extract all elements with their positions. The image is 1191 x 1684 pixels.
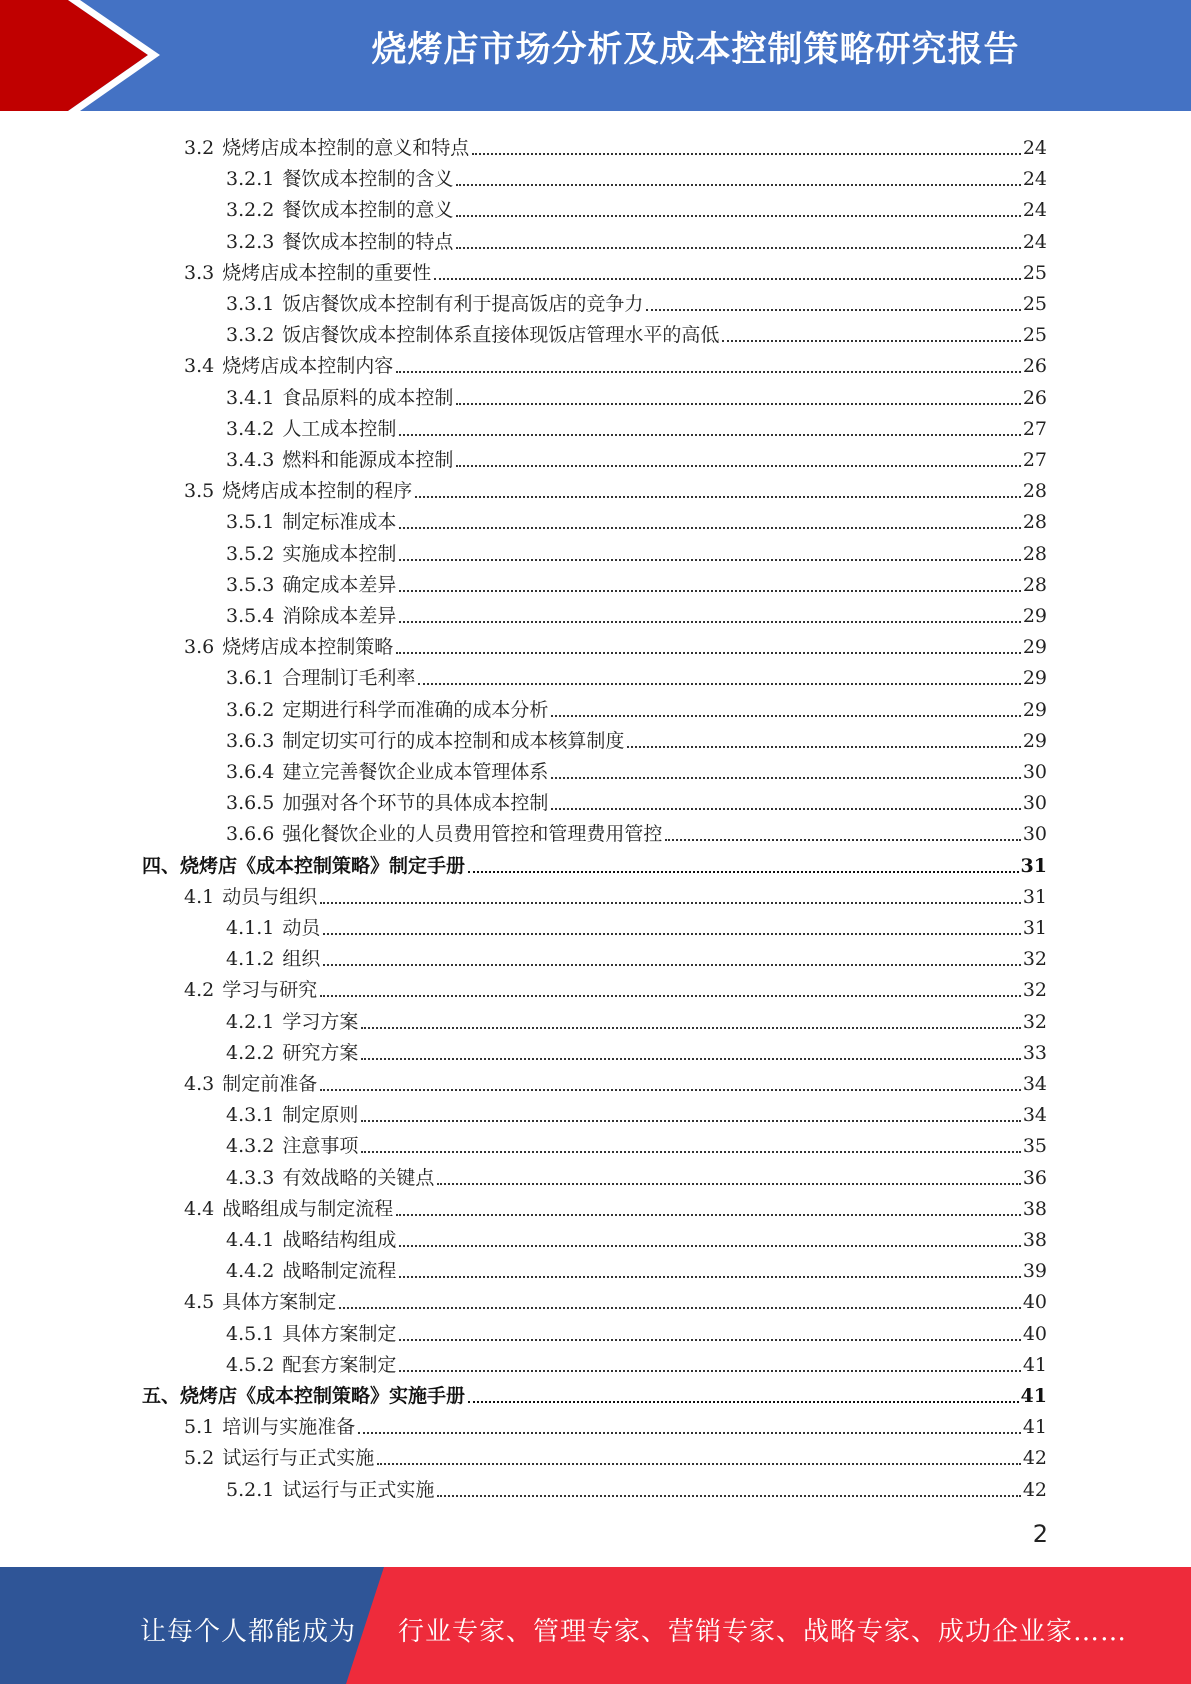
toc-entry[interactable] [226,783,1047,814]
toc-leader-dots [399,558,1020,561]
toc-leader-dots [456,464,1020,467]
toc-leader-dots [437,1182,1020,1185]
toc-leader-dots [399,1338,1020,1341]
toc-entry[interactable] [184,627,1047,658]
toc-entry[interactable] [226,222,1047,253]
toc-entry[interactable] [226,502,1047,533]
toc-leader-dots [627,745,1020,748]
toc-entry-number: 4.1.2 [226,948,275,971]
toc-entry[interactable] [226,814,1047,845]
chevron-arrow-icon [0,0,160,111]
toc-entry-title: 合理制订毛利率 [282,667,416,690]
toc-entry-number: 5.1 [184,1416,215,1439]
toc-entry-page: 28 [1022,511,1047,534]
toc-entry-title: 注意事项 [282,1135,359,1158]
toc-entry[interactable] [226,1314,1047,1345]
toc-entry[interactable] [226,690,1047,721]
toc-leader-dots [415,495,1021,498]
toc-entry-page: 27 [1022,449,1047,471]
toc-entry-title: 烧烤店成本控制的意义和特点 [222,137,470,159]
toc-entry-page: 25 [1022,261,1047,284]
toc-entry-title: 餐饮成本控制的意义 [282,199,454,222]
toc-entry-number: 4.4.2 [226,1260,275,1283]
toc-entry-page: 42 [1022,1478,1047,1501]
toc-entry-title: 四、烧烤店《成本控制策略》制定手册 [142,854,466,877]
toc-entry[interactable] [226,409,1047,440]
toc-leader-dots [361,1150,1020,1153]
toc-entry-title: 确定成本差异 [282,573,397,596]
toc-entry-number: 4.2.1 [226,1010,275,1033]
toc-entry-number: 3.2.2 [226,199,275,222]
toc-entry-page: 31 [1020,854,1047,877]
toc-entry-number: 3.2.1 [226,168,275,191]
toc-entry-page: 32 [1022,948,1047,971]
toc-entry-page: 29 [1022,636,1047,659]
toc-entry-page: 41 [1022,1353,1047,1376]
toc-entry-title: 培训与实施准备 [222,1416,356,1439]
toc-entry-number: 4.1 [184,885,215,908]
toc-entry[interactable] [226,939,1047,970]
footer-banner [0,1567,1191,1684]
toc-entry-page: 25 [1022,324,1047,347]
toc-entry-title: 定期进行科学而准确的成本分析 [282,698,549,721]
toc-leader-dots [399,589,1020,592]
toc-entry-page: 28 [1022,480,1047,503]
toc-entry-page: 40 [1022,1322,1047,1345]
toc-entry-title: 战略组成与制定流程 [222,1197,394,1220]
toc-entry-number: 3.6.6 [226,823,275,846]
toc-entry-title: 建立完善餐饮企业成本管理体系 [282,761,549,783]
toc-leader-dots [551,776,1020,779]
toc-entry[interactable] [226,1220,1047,1251]
toc-leader-dots [418,682,1020,685]
toc-entry[interactable] [184,471,1047,502]
toc-entry-page: 34 [1022,1073,1047,1095]
toc-leader-dots [399,526,1020,529]
toc-leader-dots [468,870,1019,873]
toc-leader-dots [361,1057,1020,1060]
toc-entry-number: 3.6 [184,636,215,659]
toc-entry[interactable] [226,378,1047,409]
toc-entry-number: 3.5 [184,480,215,503]
toc-entry[interactable] [142,1376,1047,1407]
toc-leader-dots [399,620,1020,623]
toc-entry-number: 3.5.2 [226,542,275,565]
toc-leader-dots [320,994,1021,997]
toc-entry[interactable] [226,284,1047,315]
toc-entry-number: 3.4 [184,355,215,378]
toc-entry-page: 29 [1022,698,1047,721]
report-title: 烧烤店市场分析及成本控制策略研究报告 [371,30,1020,70]
toc-entry-page: 36 [1022,1166,1047,1189]
toc-leader-dots [722,339,1020,342]
toc-entry-number: 4.3.2 [226,1135,275,1158]
toc-entry-title: 制定标准成本 [282,511,397,534]
toc-entry-page: 26 [1022,355,1047,378]
toc-entry[interactable] [226,1095,1047,1126]
toc-entry-title: 有效战略的关键点 [282,1166,435,1189]
toc-entry[interactable] [226,315,1047,346]
toc-entry[interactable] [226,565,1047,596]
toc-entry[interactable] [226,534,1047,565]
toc-entry-title: 具体方案制定 [282,1322,397,1345]
toc-entry-title: 试运行与正式实施 [222,1447,375,1470]
toc-entry-title: 学习与研究 [222,979,318,1002]
toc-entry-title: 战略制定流程 [282,1260,397,1283]
toc-entry-page: 24 [1022,230,1047,253]
toc-entry-number: 3.2.3 [226,230,275,253]
toc-leader-dots [323,932,1020,935]
header-banner [0,0,1191,111]
toc-leader-dots [399,1244,1020,1247]
toc-entry-number: 3.5.3 [226,573,275,596]
toc-entry-page: 33 [1022,1041,1047,1064]
toc-entry-page: 35 [1022,1135,1047,1158]
toc-entry-page: 38 [1022,1197,1047,1220]
toc-entry-title: 制定前准备 [222,1073,318,1095]
toc-entry-number: 3.6.4 [226,761,275,783]
toc-entry-page: 32 [1022,979,1047,1002]
toc-entry-page: 41 [1022,1416,1047,1439]
toc-leader-dots [320,1088,1021,1091]
toc-leader-dots [361,1119,1020,1122]
toc-entry-page: 32 [1022,1010,1047,1033]
toc-entry-page: 24 [1022,137,1047,159]
toc-entry-page: 31 [1022,885,1047,908]
toc-entry-title: 实施成本控制 [282,542,397,565]
toc-entry-title: 学习方案 [282,1010,359,1033]
toc-entry-title: 烧烤店成本控制内容 [222,355,394,378]
toc-leader-dots [377,1462,1021,1465]
toc-entry-page: 31 [1022,917,1047,939]
toc-entry-title: 人工成本控制 [282,417,397,440]
toc-entry-number: 3.3.1 [226,293,275,315]
toc-entry[interactable] [226,190,1047,221]
toc-entry-page: 38 [1022,1229,1047,1251]
toc-entry-page: 30 [1022,792,1047,815]
toc-entry[interactable] [226,1002,1047,1033]
toc-entry-page: 29 [1022,605,1047,627]
toc-entry[interactable] [184,1064,1047,1095]
toc-leader-dots [396,370,1021,373]
toc-entry[interactable] [226,596,1047,627]
toc-entry-number: 3.3.2 [226,324,275,347]
toc-entry-page: 30 [1022,761,1047,783]
toc-entry-page: 28 [1022,542,1047,565]
toc-entry-number: 3.6.3 [226,729,275,752]
toc-entry[interactable] [184,253,1047,284]
toc-leader-dots [456,214,1020,217]
toc-entry-number: 4.2.2 [226,1041,275,1064]
toc-entry[interactable] [184,128,1047,159]
toc-entry-number: 4.1.1 [226,917,275,939]
toc-entry-number: 3.2 [184,137,215,159]
toc-entry-number: 3.4.1 [226,386,275,409]
toc-entry-title: 食品原料的成本控制 [282,386,454,409]
page-number: 2 [1032,1520,1048,1548]
toc-entry[interactable] [184,970,1047,1001]
toc-entry-number: 3.6.1 [226,667,275,690]
toc-entry-page: 41 [1020,1385,1047,1407]
toc-entry[interactable] [142,846,1047,877]
footer-slogan-left: 让每个人都能成为 [140,1617,357,1647]
toc-leader-dots [551,807,1020,810]
toc-leader-dots [399,1275,1020,1278]
toc-entry-number: 3.3 [184,261,215,284]
toc-entry-title: 饭店餐饮成本控制有利于提高饭店的竞争力 [282,293,644,315]
toc-entry[interactable] [184,877,1047,908]
toc-entry-title: 烧烤店成本控制的程序 [222,480,413,503]
toc-entry-number: 4.5 [184,1291,215,1314]
toc-entry-page: 24 [1022,199,1047,222]
toc-entry-page: 34 [1022,1104,1047,1127]
toc-leader-dots [323,963,1020,966]
toc-entry-title: 加强对各个环节的具体成本控制 [282,792,549,815]
toc-leader-dots [339,1306,1021,1309]
toc-leader-dots [468,1400,1019,1403]
toc-entry[interactable] [184,1407,1047,1438]
toc-entry-number: 3.5.4 [226,605,275,627]
toc-entry-title: 烧烤店成本控制策略 [222,636,394,659]
toc-entry-number: 4.5.2 [226,1353,275,1376]
toc-entry-title: 餐饮成本控制的特点 [282,230,454,253]
toc-entry-title: 强化餐饮企业的人员费用管控和管理费用管控 [282,823,663,846]
toc-entry[interactable] [184,1189,1047,1220]
toc-entry-title: 动员与组织 [222,885,318,908]
toc-leader-dots [396,1213,1021,1216]
toc-entry[interactable] [226,908,1047,939]
toc-entry-page: 25 [1022,293,1047,315]
toc-entry-number: 3.6.5 [226,792,275,815]
toc-entry-number: 5.2.1 [226,1478,275,1501]
toc-leader-dots [358,1431,1021,1434]
toc-entry-page: 29 [1022,729,1047,752]
toc-entry-page: 27 [1022,417,1047,440]
toc-entry-page: 40 [1022,1291,1047,1314]
toc-entry-page: 26 [1022,386,1047,409]
toc-entry[interactable] [226,440,1047,471]
toc-leader-dots [399,1369,1020,1372]
toc-entry-title: 烧烤店成本控制的重要性 [222,261,432,284]
toc-entry-page: 42 [1022,1447,1047,1470]
toc-leader-dots [456,183,1020,186]
toc-entry[interactable] [226,1126,1047,1157]
toc-entry-number: 5.2 [184,1447,215,1470]
toc-entry[interactable] [226,658,1047,689]
toc-entry-title: 制定原则 [282,1104,359,1127]
toc-entry-title: 试运行与正式实施 [282,1478,435,1501]
toc-entry[interactable] [226,1158,1047,1189]
toc-entry-number: 4.3.3 [226,1166,275,1189]
toc-entry-number: 3.6.2 [226,698,275,721]
toc-leader-dots [472,152,1021,155]
toc-entry-title: 饭店餐饮成本控制体系直接体现饭店管理水平的高低 [282,324,720,347]
toc-entry-title: 组织 [282,948,321,971]
toc-leader-dots [437,1494,1020,1497]
toc-entry[interactable] [226,159,1047,190]
toc-entry-page: 24 [1022,168,1047,191]
toc-leader-dots [320,901,1021,904]
toc-entry-title: 具体方案制定 [222,1291,337,1314]
toc-entry[interactable] [226,1470,1047,1501]
toc-entry-number: 4.3.1 [226,1104,275,1127]
toc-entry[interactable] [226,1251,1047,1282]
toc-leader-dots [396,651,1021,654]
toc-leader-dots [551,714,1020,717]
toc-entry-title: 动员 [282,917,321,939]
toc-entry[interactable] [184,1282,1047,1313]
toc-entry-page: 28 [1022,573,1047,596]
toc-entry-number: 4.5.1 [226,1322,275,1345]
toc-leader-dots [646,308,1020,311]
toc-entry-title: 战略结构组成 [282,1229,397,1251]
toc-leader-dots [434,277,1021,280]
toc-entry-number: 4.4 [184,1197,215,1220]
toc-entry-number: 3.4.2 [226,417,275,440]
footer-slogan-right: 行业专家、管理专家、营销专家、战略专家、成功企业家…… [398,1617,1128,1647]
toc-entry-title: 配套方案制定 [282,1353,397,1376]
toc-entry-title: 燃料和能源成本控制 [282,449,454,471]
toc-entry-title: 研究方案 [282,1041,359,1064]
toc-entry-number: 4.2 [184,979,215,1002]
toc-entry[interactable] [226,1345,1047,1376]
toc-entry-title: 消除成本差异 [282,605,397,627]
toc-leader-dots [361,1026,1020,1029]
toc-entry-title: 五、烧烤店《成本控制策略》实施手册 [142,1385,466,1407]
toc-entry-page: 29 [1022,667,1047,690]
toc-entry-number: 3.4.3 [226,449,275,471]
toc-entry-page: 30 [1022,823,1047,846]
toc-entry-number: 3.5.1 [226,511,275,534]
toc-entry-page: 39 [1022,1260,1047,1283]
toc-leader-dots [665,838,1020,841]
toc-entry-title: 制定切实可行的成本控制和成本核算制度 [282,729,625,752]
toc-entry[interactable] [184,346,1047,377]
toc-leader-dots [456,402,1020,405]
toc-entry[interactable] [226,1033,1047,1064]
toc-entry-number: 4.3 [184,1073,215,1095]
toc-entry[interactable] [226,752,1047,783]
toc-entry[interactable] [184,1438,1047,1469]
toc-entry-title: 餐饮成本控制的含义 [282,168,454,191]
toc-leader-dots [456,246,1020,249]
toc-entry[interactable] [226,721,1047,752]
toc-leader-dots [399,433,1020,436]
toc-entry-number: 4.4.1 [226,1229,275,1251]
